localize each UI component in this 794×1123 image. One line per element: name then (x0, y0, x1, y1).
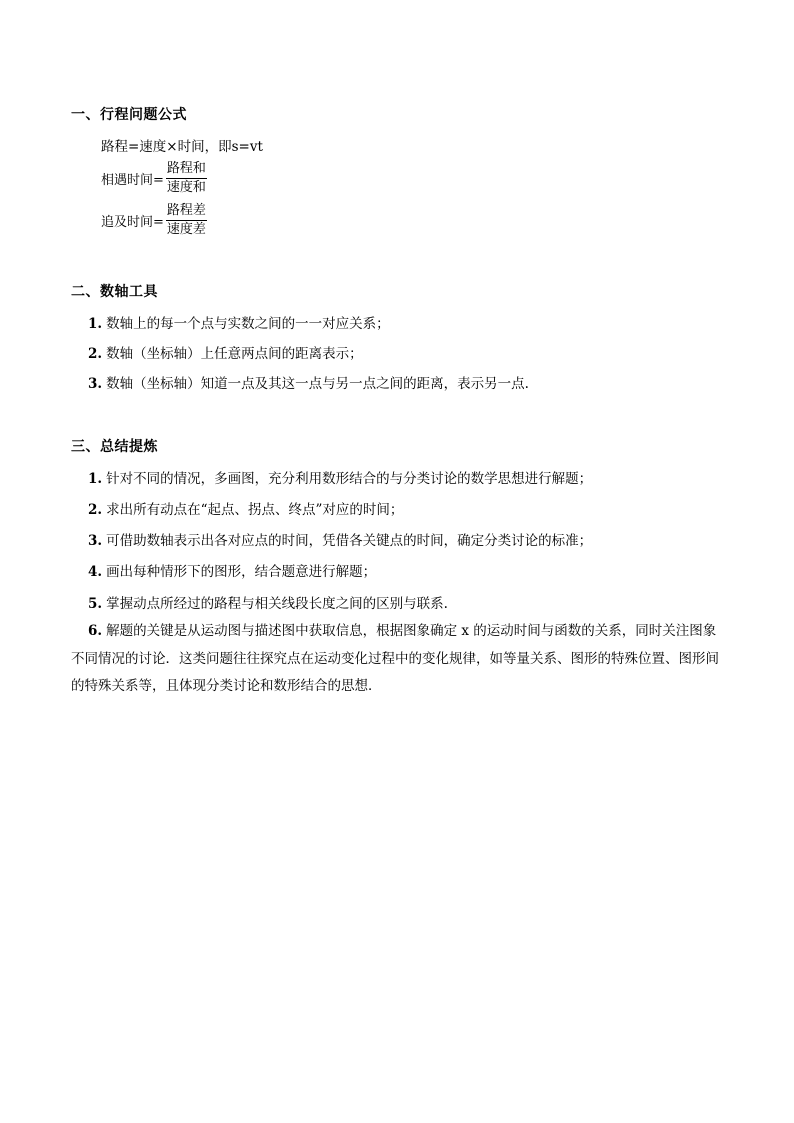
item-text: 掌握动点所经过的路程与相关线段长度之间的区别与联系. (106, 596, 448, 612)
formula-catchup-time (101, 203, 207, 238)
list-item (88, 467, 592, 487)
fraction-meeting (166, 161, 207, 196)
item-text: 求出所有动点在“起点、拐点、终点”对应的时间； (106, 502, 404, 518)
item-number: 5. (88, 596, 103, 612)
item-text: 解题的关键是从运动图与描述图中获取信息，根据图象确定 x 的运动时间与函数的关系，同时关注图象不同情况的讨论．这类问题往往探究点在运动变化过程中的变化规律，如等量关系、图形的特殊位置、图形间的特殊关系等，且体现分类讨论和数形结合的思想． (71, 623, 719, 694)
item-number: 1. (88, 471, 103, 487)
fraction-denominator: 速度和 (166, 180, 206, 195)
list-item (88, 560, 376, 580)
item-text: 数轴（坐标轴）知道一点及其这一点与另一点之间的距离，表示另一点. (106, 376, 529, 392)
item-number: 2. (88, 346, 103, 362)
list-item (88, 498, 403, 518)
item-text: 针对不同的情况，多画图，充分利用数形结合的与分类讨论的数学思想进行解题； (106, 471, 593, 487)
item-number: 6. (88, 623, 103, 639)
section2-title: 二、数轴工具 (71, 284, 158, 300)
section1-title: 一、行程问题公式 (71, 107, 187, 123)
list-item (88, 372, 529, 392)
list-item (88, 529, 592, 549)
item-text: 可借助数轴表示出各对应点的时间，凭借各关键点的时间，确定分类讨论的标准； (106, 533, 593, 549)
item-number: 1. (88, 316, 103, 332)
formula-meeting-label: 相遇时间= (101, 173, 164, 188)
formula-meeting-time (101, 161, 207, 196)
item-text: 画出每种情形下的图形，结合题意进行解题； (106, 564, 377, 580)
list-item (88, 312, 390, 332)
item-number: 3. (88, 533, 103, 549)
fraction-numerator: 路程和 (166, 161, 207, 179)
item-text: 数轴（坐标轴）上任意两点间的距离表示； (106, 346, 363, 362)
list-item (88, 342, 363, 362)
section3-title: 三、总结提炼 (71, 439, 158, 455)
item-number: 2. (88, 502, 103, 518)
fraction-catchup (166, 203, 207, 238)
fraction-denominator: 速度差 (166, 222, 206, 237)
item-number: 4. (88, 564, 103, 580)
item-text: 数轴上的每一个点与实数之间的一一对应关系； (106, 316, 390, 332)
list-item (88, 592, 448, 612)
item-number: 3. (88, 376, 103, 392)
list-item-paragraph (71, 618, 723, 701)
fraction-numerator: 路程差 (166, 203, 207, 221)
formula-catchup-label: 追及时间= (101, 215, 164, 230)
formula-distance: 路程=速度×时间，即s=vt (101, 139, 263, 155)
